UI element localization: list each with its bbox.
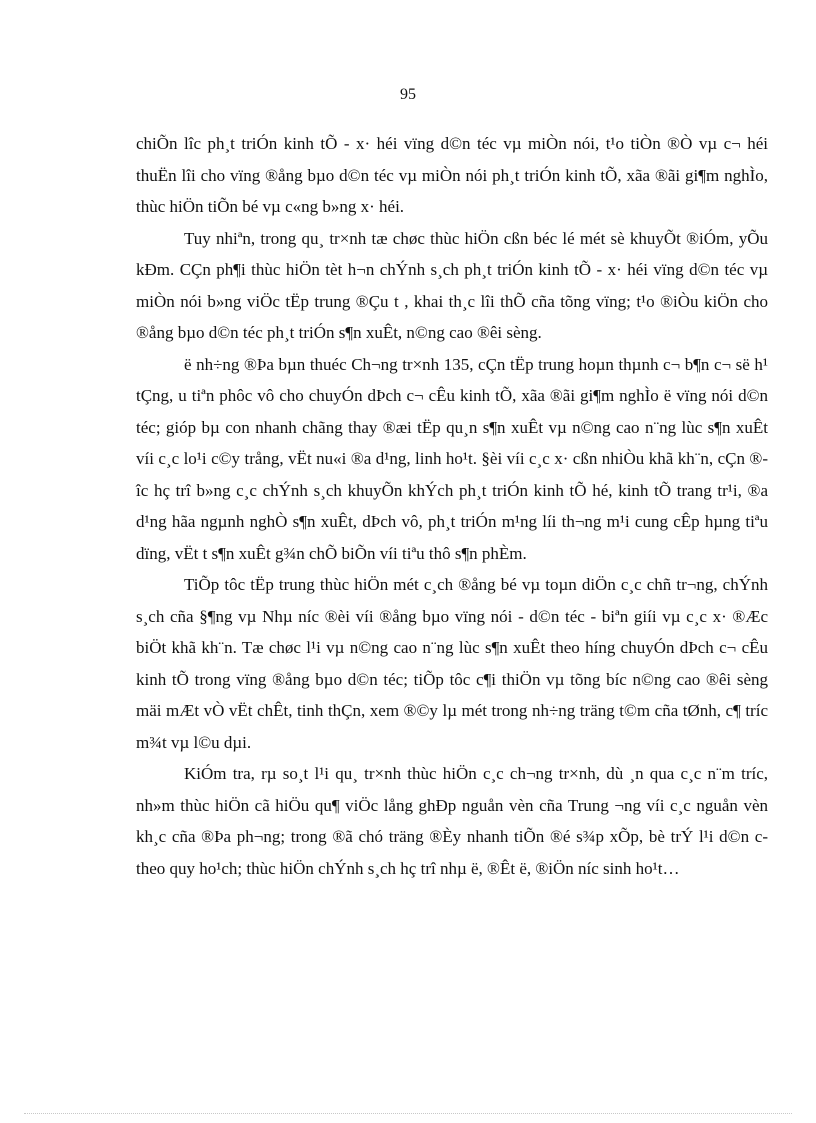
paragraph-1: chiÕn lîc ph¸t triÓn kinh tÕ - x· héi vïng d©n téc vµ miÒn nói, t¹o tiÒn ®Ò vµ c¬ héi thuËn lîi cho vïng ®ång bµo d©n téc vµ miÒn nói ph¸t triÓn kinh tÕ, xãa ®ãi gi¶m nghÌo, thùc hiÖn tiÕn bé vµ c«ng b»ng x· héi. bbox=[136, 134, 768, 216]
paragraph-3: ë nh÷ng ®Þa bµn thuéc Ch¬ng tr×nh 135, cÇn tËp trung hoµn thµnh c¬ b¶n c¬ së h¹ tÇng, u tiªn phôc vô cho chuyÓn dÞch c¬ cÊu kinh tÕ, xãa ®ãi gi¶m nghÌo ë vïng nói d©n téc; gióp bµ con nhanh chãng thay ®æi tËp qu¸n s¶n xuÊt vµ n©ng cao n¨ng lùc s¶n xuÊt víi c¸c lo¹i c©y trång, vËt nu«i ®a d¹ng, linh ho¹t. §èi víi c¸c x· cßn nhiÒu khã kh¨n, cÇn ®îc hç trî b»ng c¸c chÝnh s¸ch khuyÕn khÝch ph¸t triÓn kinh tÕ hé, kinh tÕ trang tr¹i, ®a d¹ng hãa ngµnh nghÒ s¶n xuÊt, dÞch vô, ph¸t triÓn m¹ng líi th¬ng m¹i cung cÊp hµng tiªu dïng, vËt t s¶n xuÊt g¾n chÕ biÕn víi tiªu thô s¶n phÈm. bbox=[136, 354, 768, 563]
paragraph-4: TiÕp tôc tËp trung thùc hiÖn mét c¸ch ®ång bé vµ toµn diÖn c¸c chñ tr¬ng, chÝnh s¸ch cña §¶ng vµ Nhµ níc ®èi víi ®ång bµo vïng nói - d©n téc - biªn giíi vµ c¸c x· ®Æc biÖt khã kh¨n. Tæ chøc l¹i vµ n©ng cao n¨ng lùc s¶n xuÊt theo híng chuyÓn dÞch c¬ cÊu kinh tÕ trong vïng ®ång bµo d©n téc; tiÕp tôc c¶i thiÖn vµ tõng bíc n©ng cao ®êi sèng mäi mÆt vÒ vËt chÊt, tinh thÇn, xem ®©y lµ mét trong nh÷ng träng t©m cña tØnh, c¶ tríc m¾t vµ l©u dµi. bbox=[136, 575, 768, 752]
paragraph-2: Tuy nhiªn, trong qu¸ tr×nh tæ chøc thùc hiÖn cßn béc lé mét sè khuyÕt ®iÓm, yÕu kÐm. CÇn ph¶i thùc hiÖn tèt h¬n chÝnh s¸ch ph¸t triÓn kinh tÕ - x· héi vïng d©n téc vµ miÒn nói b»ng viÖc tËp trung ®Çu t , khai th¸c lîi thÕ cña tõng vïng; t¹o ®iÒu kiÖn cho ®ång bµo d©n téc ph¸t triÓn s¶n xuÊt, n©ng cao ®êi sèng. bbox=[136, 228, 768, 342]
paragraph-5: KiÓm tra, rµ so¸t l¹i qu¸ tr×nh thùc hiÖn c¸c ch¬ng tr×nh, dù ¸n qua c¸c n¨m tríc, nh»m thùc hiÖn cã hiÖu qu¶ viÖc lång ghÐp nguån vèn cña Trung ¬ng víi c¸c nguån vèn kh¸c cña ®Þa ph¬ng; trong ®ã chó träng ®Èy nhanh tiÕn ®é s¾p xÕp, bè trÝ l¹i d©n c theo quy ho¹ch; thùc hiÖn chÝnh s¸ch hç trî nhµ ë, ®Êt ë, ®iÖn níc sinh ho¹t… bbox=[136, 764, 768, 878]
page-bottom-divider bbox=[24, 1113, 792, 1114]
body-text bbox=[136, 128, 768, 884]
page-number: 95 bbox=[400, 86, 416, 103]
